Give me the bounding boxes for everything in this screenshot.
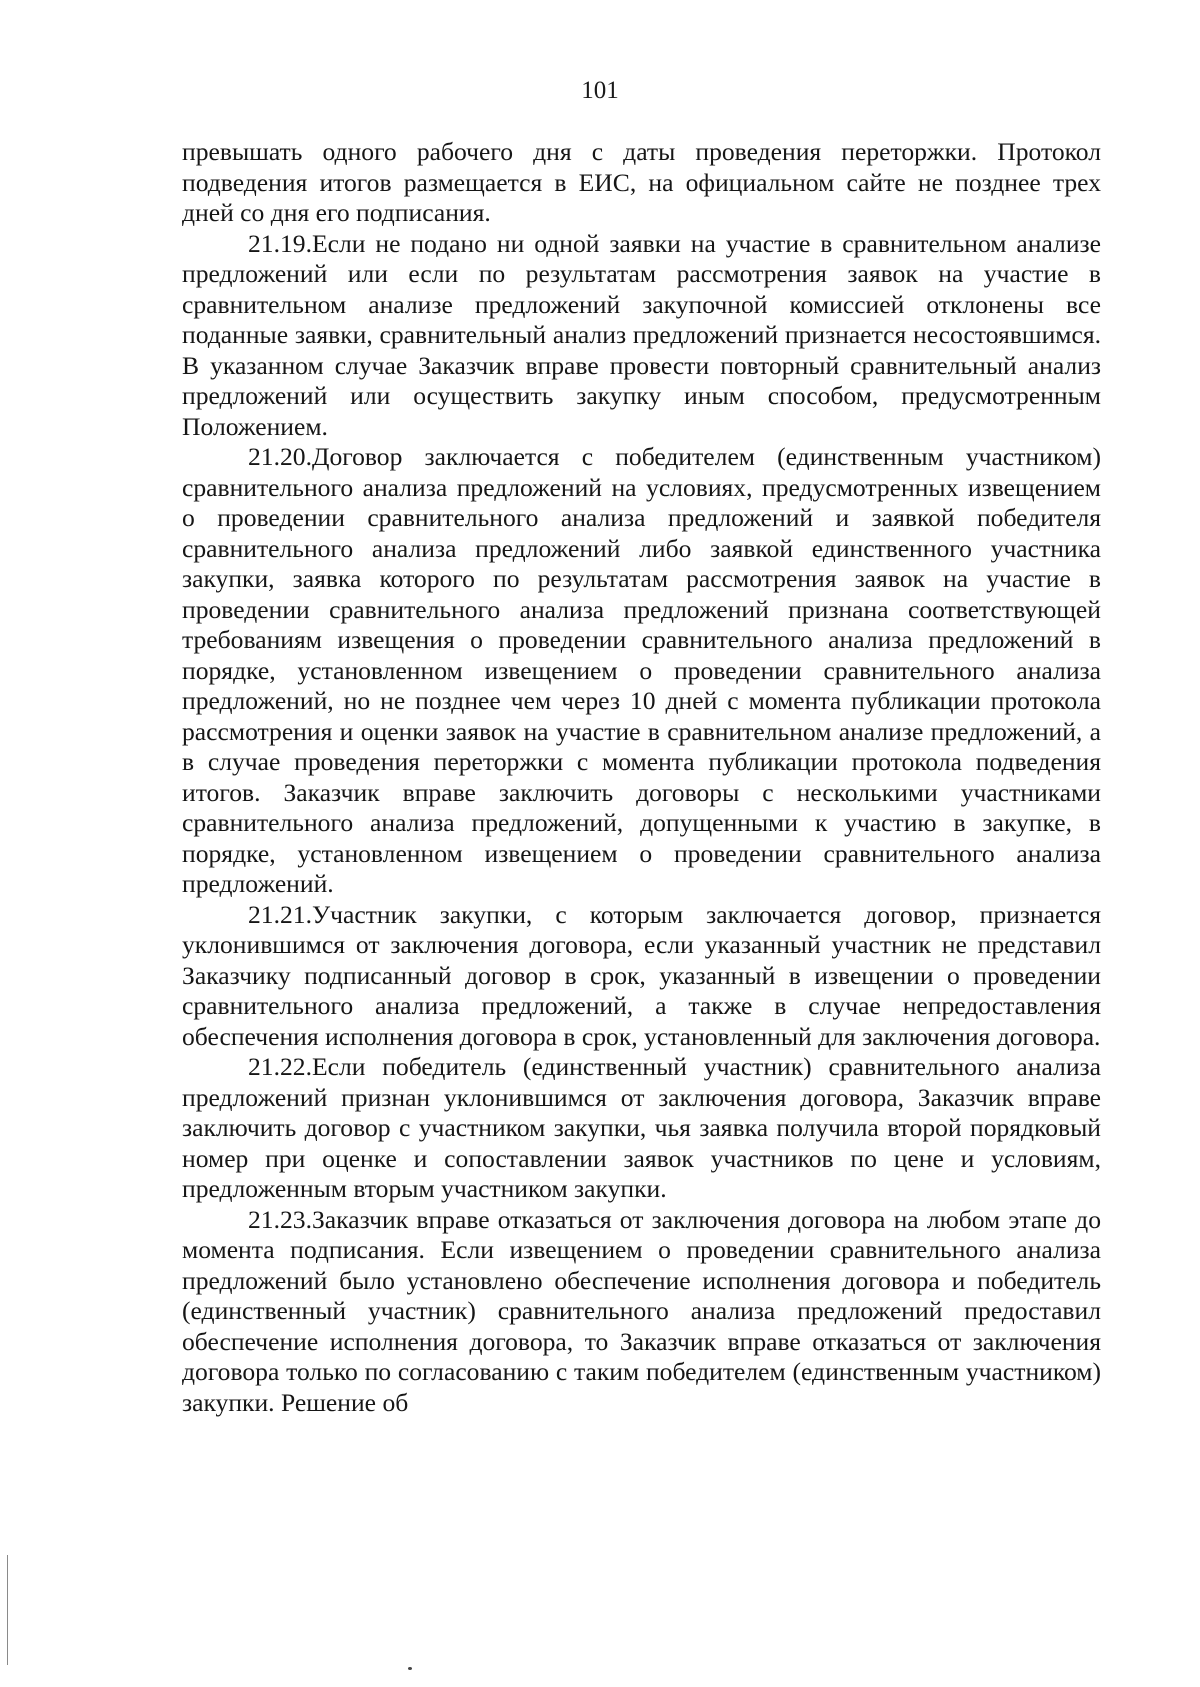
paragraph-21-20: 21.20.Договор заключается с победителем (единственным участником) сравнительного анализа предложений на условиях, предусмотренных извещением о проведении сравнительного анализа предложений и заявкой победителя сравнительного анализа предложений либо заявкой единственного участника закупки, заявка которого по результатам рассмотрения заявок на участие в проведении сравнительного анализа предложений признана соответствующей требованиям извещения о проведении сравнительного анализа предложений в порядке, установленном извещением о проведении сравнительного анализа предложений, но не позднее чем через 10 дней с момента публикации протокола рассмотрения и оценки заявок на участие в сравнительном анализе предложений, а в случае проведения переторжки с момента публикации протокола подведения итогов. Заказчик вправе заключить договоры с несколькими участниками сравнительного анализа предложений, допущенными к участию в закупке, в порядке, установленном извещением о проведении сравнительного анализа предложений.: [182, 442, 1101, 898]
document-body: [182, 137, 1101, 1418]
scan-speck: [408, 1667, 412, 1670]
paragraph-21-21: 21.21.Участник закупки, с которым заключается договор, признается уклонившимся от заключения договора, если указанный участник не представил Заказчику подписанный договор в срок, указанный в извещении о проведении сравнительного анализа предложений, а также в случае непредоставления обеспечения исполнения договора в срок, установленный для заключения договора.: [182, 899, 1101, 1051]
paragraph-21-19: 21.19.Если не подано ни одной заявки на участие в сравнительном анализе предложений или если по результатам рассмотрения заявок на участие в сравнительном анализе предложений закупочной комиссией отклонены все поданные заявки, сравнительный анализ предложений признается несостоявшимся. В указанном случае Заказчик вправе провести повторный сравнительный анализ предложений или осуществить закупку иным способом, предусмотренным Положением.: [182, 228, 1101, 441]
paragraph-21-23: 21.23.Заказчик вправе отказаться от заключения договора на любом этапе до момента подписания. Если извещением о проведении сравнительного анализа предложений было установлено обеспечение исполнения договора и победитель (единственный участник) сравнительного анализа предложений предоставил обеспечение исполнения договора, то Заказчик вправе отказаться от заключения договора только по согласованию с таким победителем (единственным участником) закупки. Решение об: [182, 1204, 1101, 1417]
page-number: 101: [581, 77, 619, 104]
scan-margin-line: [7, 1555, 8, 1665]
paragraph-continuation: превышать одного рабочего дня с даты проведения переторжки. Протокол подведения итогов размещается в ЕИС, на официальном сайте не позднее трех дней со дня его подписания.: [182, 137, 1101, 227]
paragraph-21-22: 21.22.Если победитель (единственный участник) сравнительного анализа предложений признан уклонившимся от заключения договора, Заказчик вправе заключить договор с участником закупки, чья заявка получила второй порядковый номер при оценке и сопоставлении заявок участников по цене и условиям, предложенным вторым участником закупки.: [182, 1052, 1101, 1203]
